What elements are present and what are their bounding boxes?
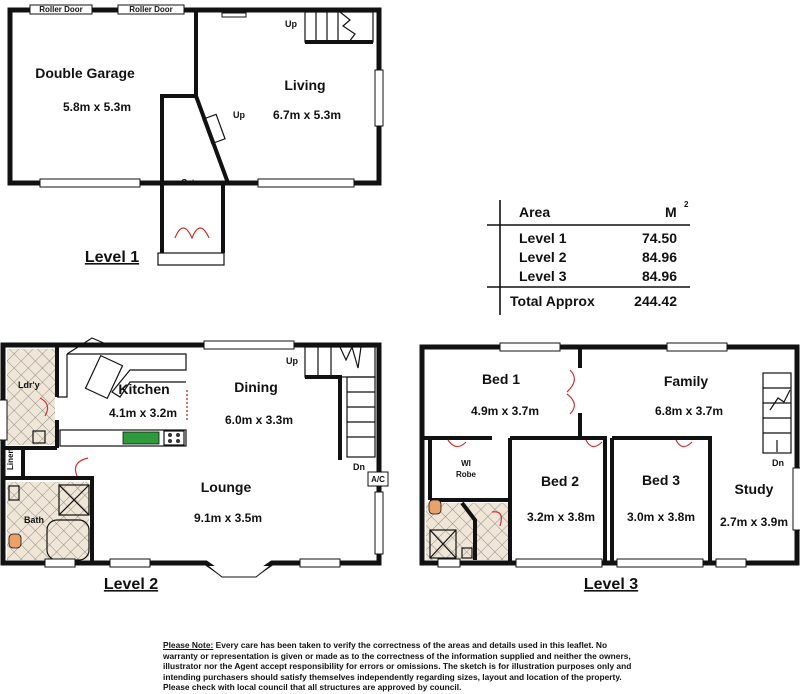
bath-window (45, 559, 75, 567)
lounge-bottom-window-right (300, 559, 340, 567)
bath-door-swing (75, 458, 88, 476)
study-name: Study (734, 481, 774, 497)
ensuite-window (438, 559, 460, 567)
porch-step (158, 253, 224, 265)
dining-window (204, 341, 294, 349)
level-1-plan (10, 5, 383, 266)
area-total-value: 244.42 (634, 293, 677, 309)
lounge-name: Lounge (200, 479, 252, 495)
area-table (487, 200, 690, 315)
bed1-size: 4.9m x 3.7m (470, 404, 540, 418)
level-3-label: Level 3 (583, 576, 639, 593)
roller-door-left-label: Roller Door (39, 5, 83, 14)
area-row-label: Level 2 (519, 249, 567, 265)
ramp-up-label: Up (233, 110, 245, 120)
living-size: 6.7m x 5.3m (272, 108, 342, 122)
wi-robe-label-2: Robe (456, 470, 476, 479)
family-size: 6.8m x 3.7m (654, 404, 724, 418)
bed3-door-swing (676, 440, 692, 447)
lounge-bottom-window (110, 559, 150, 567)
level-2-stairs-dn-label: Dn (353, 462, 365, 472)
area-header-unit: M (665, 204, 677, 220)
family-window (667, 343, 727, 351)
living-top-window (222, 13, 246, 17)
bath-label: Bath (24, 515, 44, 525)
area-row-value: 84.96 (641, 249, 677, 265)
bed2-walls (510, 438, 605, 563)
bed1-walls (511, 347, 580, 438)
lounge-right-window (375, 492, 383, 554)
bed1-name: Bed 1 (481, 371, 521, 387)
porch-double-door-swing (175, 228, 209, 238)
level-2-stairs-up-label: Up (286, 356, 298, 366)
linen-label: Linen (6, 448, 15, 470)
family-name: Family (663, 373, 709, 389)
level-3-stairs-dn-label: Dn (772, 458, 784, 468)
area-header-unit-sup: 2 (684, 200, 689, 209)
garage-name: Double Garage (35, 65, 135, 81)
level-1-label: Level 1 (84, 249, 140, 266)
porch-walls (162, 183, 223, 253)
ensuite-toilet-icon (429, 500, 441, 514)
bed1-window (500, 343, 560, 351)
roller-door-right-label: Roller Door (129, 5, 173, 14)
ac-label: A/C (371, 475, 385, 484)
bed1-door-swing (448, 440, 466, 447)
kitchen-size: 4.1m x 3.2m (108, 406, 178, 420)
lounge-size: 9.1m x 3.5m (193, 511, 263, 525)
bed2-window (516, 559, 602, 567)
bay-window (208, 566, 270, 577)
bed3-name: Bed 3 (641, 472, 681, 488)
laundry-floor (7, 349, 55, 445)
entry-wall (162, 96, 196, 183)
area-total-label: Total Approx (510, 293, 595, 309)
bed3-walls (612, 438, 710, 563)
level-3-stairs (763, 373, 791, 453)
garage-bottom-window (40, 179, 140, 187)
level-2-label: Level 2 (103, 576, 159, 593)
level-2-plan (0, 338, 388, 593)
study-bottom-window (716, 559, 746, 567)
bed3-window (617, 559, 703, 567)
disclaimer-lead: Please Note: (163, 640, 214, 650)
laundry-label: Ldr'y (18, 380, 40, 390)
living-right-window (375, 70, 383, 126)
level-3-plan (422, 343, 800, 593)
bed2-name: Bed 2 (540, 473, 580, 489)
disclaimer-text: Every care has been taken to verify the correctness of the areas and details used in this leaflet. No warranty or representation is given or made as to the correctness of the information supplied and neither the owners, illustrator nor the Agent accept responsibility for errors or omissions. The sketch is for illustration purposes only and intending purchasers should satisfy themselves independently regarding sizes, layout and location of the property. Please check with local council that all structures are approved by council. (163, 640, 632, 693)
level-1-stairs (305, 12, 373, 42)
bed1-robe-doors (567, 370, 574, 414)
kitchen-name: Kitchen (118, 381, 170, 397)
toilet-icon (9, 534, 21, 548)
bed3-left-wall (585, 438, 612, 563)
area-row-value: 84.96 (641, 268, 677, 284)
gate-label: Gate (181, 178, 199, 187)
bed2-door-swing (586, 440, 602, 447)
garage-size: 5.8m x 5.3m (62, 100, 132, 114)
bed3-size: 3.0m x 3.8m (626, 510, 696, 524)
study-size: 2.7m x 3.9m (719, 515, 789, 529)
laundry-window (0, 400, 7, 440)
study-window (793, 468, 800, 530)
kitchen-island (86, 356, 123, 399)
dining-name: Dining (234, 379, 278, 395)
bed2-size: 3.2m x 3.8m (526, 510, 596, 524)
level-1-stairs-up-label: Up (285, 19, 297, 29)
area-row-value: 74.50 (641, 230, 677, 246)
dining-size: 6.0m x 3.3m (224, 413, 294, 427)
living-name: Living (284, 77, 326, 93)
cooktop (123, 432, 159, 444)
living-bottom-window (258, 179, 354, 187)
wi-robe-label-1: WI (461, 459, 471, 468)
area-header-label: Area (519, 204, 551, 220)
area-row-label: Level 1 (519, 230, 567, 246)
disclaimer-note (163, 640, 633, 693)
area-row-label: Level 3 (519, 268, 567, 284)
level-2-stairs (305, 347, 375, 460)
oven (164, 431, 184, 445)
